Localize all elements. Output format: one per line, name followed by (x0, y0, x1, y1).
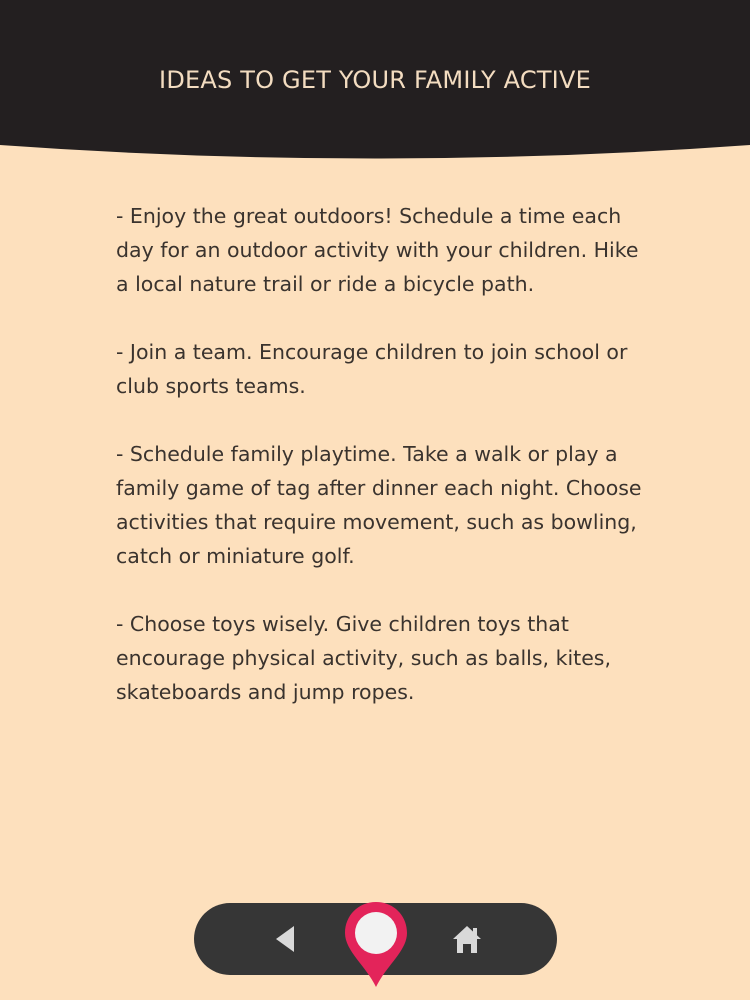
home-button[interactable] (450, 923, 484, 955)
activity-ideas-text (116, 199, 656, 743)
toys-paragraph: - Choose toys wisely. Give children toys that encourage physical activity, such as balls, kites, skateboards and jump ropes. (116, 612, 612, 704)
header (0, 0, 750, 165)
outdoors-paragraph: - Enjoy the great outdoors! Schedule a time each day for an outdoor activity with your children. Hike a local nature trail or ride a bicycle path. (116, 204, 639, 296)
page-title: IDEAS TO GET YOUR FAMILY ACTIVE (159, 66, 591, 94)
location-pin-icon (343, 900, 409, 990)
triangle-left-icon (272, 924, 298, 954)
back-button[interactable] (272, 924, 298, 954)
team-paragraph: - Join a team. Encourage children to join school or club sports teams. (116, 340, 628, 398)
location-marker-button[interactable] (343, 900, 409, 990)
playtime-paragraph: - Schedule family playtime. Take a walk or play a family game of tag after dinner each night. Choose activities that require movement, such as bowling, catch or miniature golf. (116, 442, 642, 568)
home-icon (450, 923, 484, 955)
